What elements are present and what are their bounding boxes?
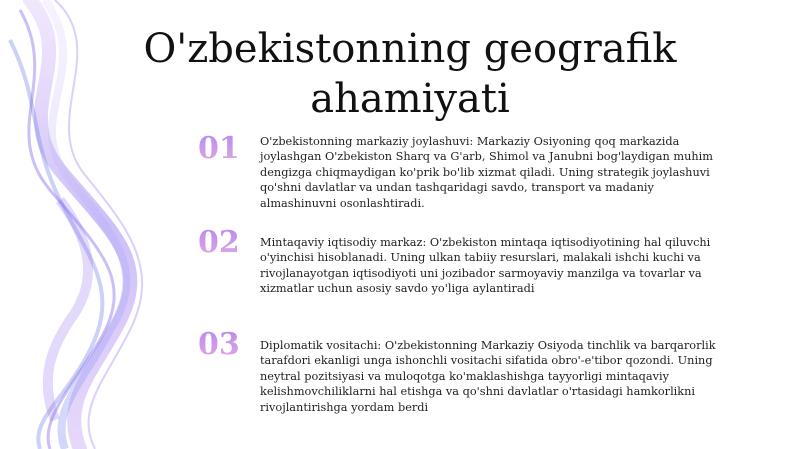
item-text: Diplomatik vositachi: O'zbekistonning Markaziy Osiyoda tinchlik va barqarorlik tarafdori ekanligi unga ishonchli vositachi sifatida obro'-e'tibor qozondi. Uning neytral pozitsiyasi va muloqotga ko'maklashishga tayyorligi mintaqaviy kelishmovchiliklarni hal etishga va qo'shni davlatlar o'rtasidagi hamkorlikni rivojlantirishga yordam berdi <box>260 339 716 414</box>
item-text: Mintaqaviy iqtisodiy markaz: O'zbekiston mintaqa iqtisodiyotining hal qiluvchi o'yinchisi hisoblanadi. Uning ulkan tabiiy resurslari, malakali ishchi kuchi va rivojlanayotgan iqtisodiyoti uni jozibador sarmoyaviy manzilga va tovarlar va xizmatlar uchun asosiy savdo yo'liga aylantiradi <box>260 236 711 296</box>
slide-title: O'zbekistonning geografik ahamiyati <box>143 26 677 122</box>
item-number: 01 <box>198 131 240 166</box>
item-text: O'zbekistonning markaziy joylashuvi: Markaziy Osiyoning qoq markazida joylashgan O'zbekiston Sharq va G'arb, Shimol va Janubni bog'laydigan muhim dengizga chiqmaydigan ko'prik bo'lib xizmat qiladi. Uning strategik joylashuvi qo'shni davlatlar va undan tashqaridagi savdo, transport va madaniy almashinuvni osonlashtiradi. <box>260 135 713 210</box>
item-number: 02 <box>198 225 240 260</box>
item-number: 03 <box>198 327 240 362</box>
